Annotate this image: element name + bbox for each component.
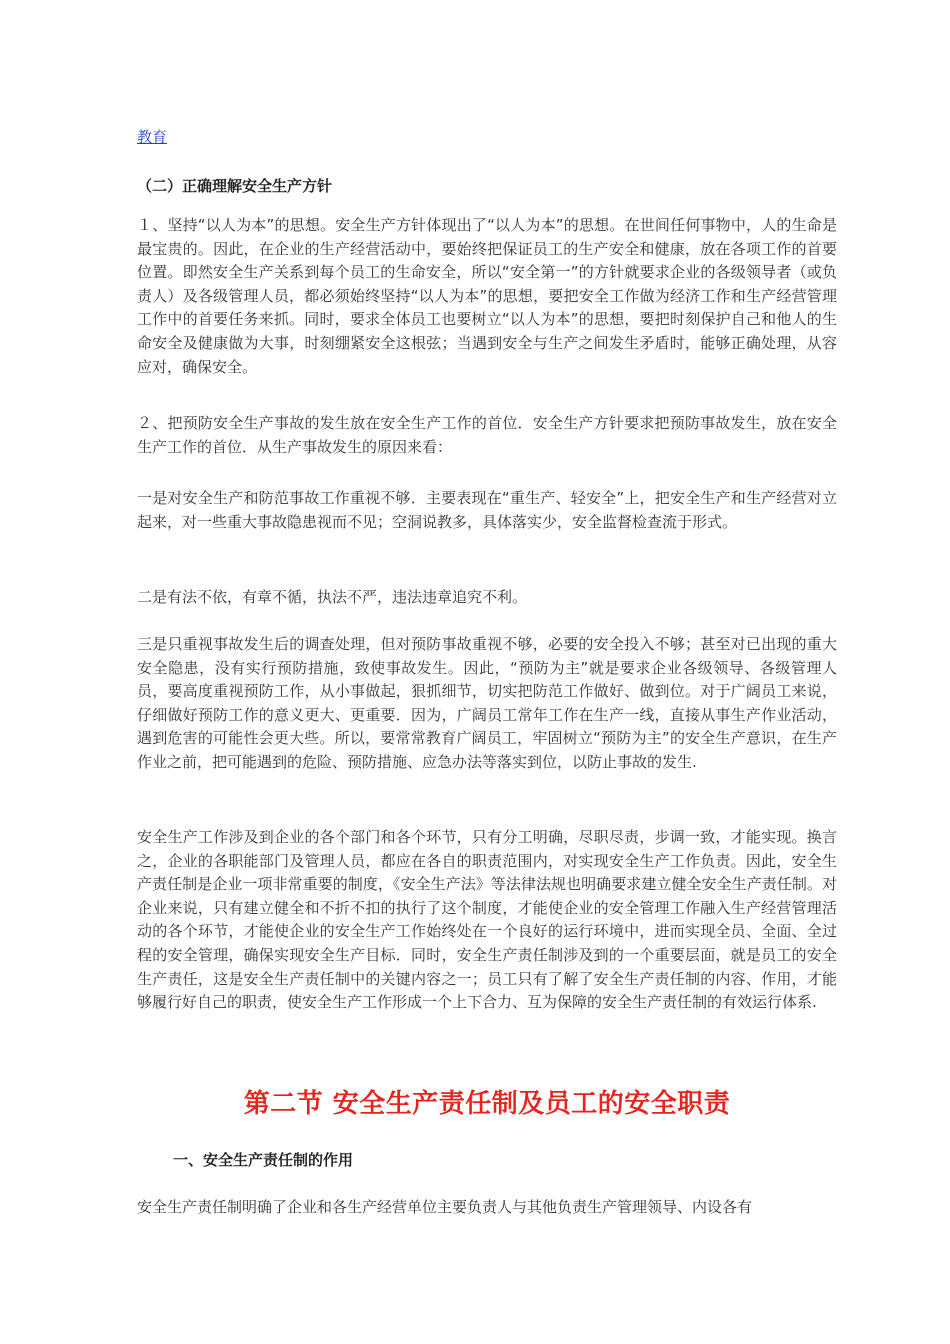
paragraph-last-line: 安全生产责任制明确了企业和各生产经营单位主要负责人与其他负责生产管理领导、内设各有 (137, 1198, 753, 1216)
paragraph-people-first: １、坚持“以人为本”的思想。安全生产方针体现出了“以人为本”的思想。在世间任何事物中，人的生命是最宝贵的。因此，在企业的生产经营活动中，要始终把保证员工的生产安全和健康，放在各项工作的首要位置。即然安全生产关系到每个员工的生命安全，所以“安全第一”的方针就要求企业的各级领导者（或负责人）及各级管理人员，都必须始终坚持“以人为本”的思想，要把安全工作做为经济工作和生产经营管理工作中的首要任务来抓。同时，要求全体员工也要树立“以人为本”的思想，要把时刻保护自己和他人的生命安全及健康做为大事，时刻绷紧安全这根弦；当遇到安全与生产之间发生矛盾时，能够正确处理，从容应对，确保安全。 (137, 216, 837, 376)
paragraph-cause-3: 三是只重视事故发生后的调查处理，但对预防事故重视不够，必要的安全投入不够；甚至对已出现的重大安全隐患，没有实行预防措施，致使事故发生。因此，“预防为主”就是要求企业各级领导、各级管理人员，要高度重视预防工作，从小事做起，狠抓细节，切实把防范工作做好、做到位。对于广阔员工来说，仔细做好预防工作的意义更大、更重要．因为，广阔员工常年工作在生产一线，直接从事生产作业活动，遇到危害的可能性会更大些。所以，要常常教育广阔员工，牢固树立“预防为主”的安全生产意识，在生产作业之前，把可能遇到的危险、预防措施、应急办法等落实到位，以防止事故的发生. (137, 635, 837, 771)
subheading: （二）正确理解安全生产方针 (137, 177, 333, 195)
paragraph-cause-1: 一是对安全生产和防范事故工作重视不够．主要表现在“重生产、轻安全”上，把安全生产和生产经营对立起来，对一些重大事故隐患视而不见；空洞说教多，具体落实少，安全监督检查流于形式。 (137, 489, 837, 531)
subsection-heading: 一、安全生产责任制的作用 (173, 1151, 354, 1169)
education-link[interactable]: 教育 (137, 128, 168, 146)
section-title: 第二节 安全生产责任制及员工的安全职责 (243, 1089, 731, 1119)
paragraph-prevention: ２、把预防安全生产事故的发生放在安全生产工作的首位．安全生产方针要求把预防事故发生，放在安全生产工作的首位．从生产事故发生的原因来看： (137, 414, 837, 456)
paragraph-cause-2: 二是有法不依，有章不循，执法不严，违法违章追究不利。 (137, 588, 528, 606)
paragraph-responsibility: 安全生产工作涉及到企业的各个部门和各个环节，只有分工明确，尽职尽责，步调一致，才能实现。换言之，企业的各职能部门及管理人员，都应在各自的职责范围内，对实现安全生产工作负责。因此，安全生产责任制是企业一项非常重要的制度，《安全生产法》等法律法规也明确要求建立健全安全生产责任制。对企业来说，只有建立健全和不折不扣的执行了这个制度，才能使企业的安全管理工作融入生产经营管理活动的各个环节，才能使企业的安全生产工作始终处在一个良好的运行环境中，进而实现全员、全面、全过程的安全管理，确保实现安全生产目标．同时，安全生产责任制涉及到的一个重要层面，就是员工的安全生产责任，这是安全生产责任制中的关键内容之一；员工只有了解了安全生产责任制的内容、作用，才能够履行好自己的职责，使安全生产工作形成一个上下合力、互为保障的安全生产责任制的有效运行体系. (137, 828, 837, 1012)
